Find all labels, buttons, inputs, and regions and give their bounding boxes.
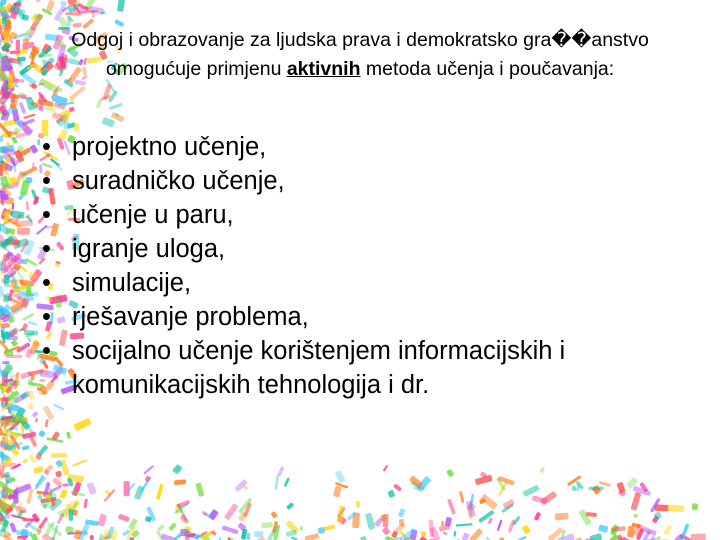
confetti-streak: [459, 491, 465, 503]
confetti-streak: [270, 511, 277, 519]
confetti-streak: [633, 513, 638, 518]
list-item-text: projektno učenje,: [72, 133, 267, 161]
confetti-streak: [0, 261, 3, 270]
confetti-streak: [45, 107, 56, 112]
confetti-streak: [381, 515, 385, 521]
confetti-streak: [421, 531, 426, 537]
confetti-streak: [522, 525, 531, 535]
list-item-text: igranje uloga,: [72, 235, 226, 263]
confetti-streak: [157, 524, 165, 531]
confetti-streak: [28, 390, 35, 400]
confetti-streak: [655, 504, 669, 511]
confetti-streak: [109, 103, 123, 111]
confetti-streak: [69, 509, 74, 521]
confetti-streak: [667, 505, 684, 513]
confetti-streak: [469, 528, 483, 540]
confetti-streak: [52, 477, 63, 487]
confetti-streak: [22, 97, 32, 100]
confetti-streak: [284, 477, 290, 487]
confetti-streak: [83, 498, 88, 508]
confetti-streak: [356, 501, 360, 508]
confetti-streak: [0, 286, 5, 298]
confetti-streak: [382, 527, 391, 536]
confetti-streak: [3, 471, 13, 484]
confetti-streak: [10, 210, 25, 219]
confetti-streak: [89, 535, 94, 540]
confetti-streak: [304, 533, 319, 540]
confetti-streak: [447, 499, 456, 515]
confetti-streak: [246, 533, 250, 540]
list-item-text: rješavanje problema,: [72, 303, 309, 331]
list-item: [38, 232, 698, 266]
confetti-streak: [333, 486, 341, 498]
confetti-streak: [144, 475, 150, 482]
confetti-streak: [65, 526, 74, 533]
confetti-streak: [117, 0, 126, 12]
confetti-streak: [485, 536, 495, 540]
confetti-streak: [365, 513, 376, 530]
confetti-streak: [22, 458, 28, 464]
confetti-streak: [19, 102, 27, 114]
confetti-streak: [195, 482, 204, 497]
methods-list: [38, 130, 698, 402]
confetti-streak: [438, 524, 450, 532]
confetti-streak: [21, 445, 29, 451]
confetti-streak: [59, 489, 68, 499]
confetti-streak: [663, 524, 672, 535]
confetti-streak: [42, 405, 54, 420]
confetti-streak: [3, 163, 8, 171]
confetti-streak: [518, 536, 527, 540]
list-item: [38, 334, 698, 402]
confetti-streak: [72, 459, 87, 467]
confetti-streak: [24, 330, 38, 336]
confetti-streak: [35, 418, 38, 423]
confetti-streak: [383, 465, 389, 472]
confetti-streak: [2, 361, 9, 364]
confetti-streak: [590, 533, 603, 540]
list-item: [38, 300, 698, 334]
confetti-streak: [27, 403, 35, 411]
confetti-streak: [0, 0, 8, 5]
confetti-streak: [630, 492, 641, 511]
confetti-streak: [4, 275, 10, 284]
confetti-streak: [172, 464, 182, 475]
confetti-streak: [387, 490, 395, 498]
confetti-streak: [97, 514, 107, 527]
confetti-streak: [16, 39, 20, 50]
confetti-streak: [27, 337, 31, 342]
confetti-streak: [692, 503, 699, 510]
confetti-streak: [10, 339, 18, 347]
bullet-icon: •: [42, 167, 51, 195]
confetti-streak: [691, 534, 706, 540]
confetti-streak: [102, 117, 116, 128]
confetti-streak: [241, 529, 248, 540]
confetti-streak: [26, 488, 33, 504]
confetti-streak: [28, 454, 36, 463]
confetti-streak: [23, 114, 35, 120]
confetti-streak: [70, 86, 86, 100]
list-item-text: socijalno učenje korištenjem informacijskih i komunikacijskih tehnologija i dr.: [72, 337, 566, 399]
confetti-streak: [428, 519, 434, 537]
confetti-streak: [398, 508, 406, 518]
title-emphasis: aktivnih: [286, 58, 361, 80]
bullet-icon: •: [42, 337, 51, 365]
confetti-streak: [45, 419, 49, 427]
confetti-streak: [534, 512, 541, 521]
list-item: [38, 130, 698, 164]
confetti-streak: [277, 466, 284, 477]
title-text-start: Odgoj i obrazovanje za ljudska prava i demokratsko gra��anstvo omogućuje primjenu: [71, 29, 649, 80]
confetti-streak: [0, 190, 6, 198]
confetti-streak: [224, 503, 239, 520]
confetti-streak: [318, 527, 326, 534]
confetti-streak: [599, 481, 611, 487]
confetti-streak: [540, 467, 545, 474]
confetti-streak: [275, 475, 279, 490]
confetti-streak: [522, 485, 539, 498]
confetti-streak: [20, 180, 30, 196]
list-item-text: učenje u paru,: [72, 201, 234, 229]
confetti-streak: [32, 411, 39, 418]
confetti-streak: [5, 83, 8, 93]
confetti-streak: [46, 0, 55, 12]
confetti-streak: [28, 321, 38, 326]
confetti-streak: [300, 526, 303, 531]
confetti-streak: [26, 201, 30, 210]
slide-title: [30, 26, 690, 84]
confetti-streak: [578, 509, 592, 526]
confetti-streak: [13, 490, 19, 503]
confetti-streak: [598, 524, 609, 533]
confetti-streak: [488, 517, 493, 524]
confetti-streak: [0, 397, 9, 401]
confetti-streak: [442, 531, 447, 535]
confetti-streak: [234, 479, 248, 492]
confetti-streak: [51, 453, 68, 458]
confetti-streak: [66, 431, 71, 439]
bullet-icon: •: [42, 235, 51, 263]
confetti-streak: [616, 482, 625, 494]
confetti-streak: [53, 404, 65, 411]
confetti-streak: [656, 536, 662, 540]
confetti-streak: [285, 529, 297, 537]
confetti-streak: [478, 510, 494, 523]
confetti-streak: [118, 514, 130, 523]
confetti-streak: [555, 513, 569, 521]
bullet-icon: •: [42, 269, 51, 297]
confetti-streak: [4, 349, 13, 356]
list-item-text: suradničko učenje,: [72, 167, 285, 195]
confetti-streak: [26, 285, 32, 295]
confetti-streak: [497, 519, 503, 531]
confetti-streak: [393, 484, 402, 492]
confetti-streak: [456, 523, 473, 527]
confetti-streak: [17, 228, 30, 235]
confetti-streak: [453, 531, 456, 537]
confetti-streak: [441, 521, 444, 526]
list-item-text: simulacije,: [72, 269, 192, 297]
confetti-streak: [21, 14, 29, 21]
confetti-streak: [22, 313, 34, 321]
confetti-streak: [532, 495, 548, 504]
confetti-streak: [9, 522, 17, 533]
confetti-streak: [92, 10, 95, 18]
list-item: [38, 164, 698, 198]
confetti-streak: [103, 489, 115, 502]
bullet-icon: •: [42, 133, 51, 161]
bullet-icon: •: [42, 303, 51, 331]
confetti-streak: [168, 522, 177, 531]
confetti-streak: [99, 534, 103, 540]
confetti-streak: [508, 519, 516, 532]
confetti-streak: [286, 502, 294, 510]
confetti-streak: [261, 522, 273, 529]
confetti-streak: [210, 530, 217, 536]
confetti-streak: [0, 362, 1, 370]
confetti-streak: [222, 525, 239, 534]
bullet-icon: •: [42, 201, 51, 229]
confetti-streak: [588, 487, 603, 491]
confetti-streak: [36, 0, 45, 3]
list-item: [38, 198, 698, 232]
confetti-streak: [55, 471, 62, 478]
confetti-streak: [18, 93, 24, 97]
title-text-end: metoda učenja i poučavanja:: [360, 58, 615, 80]
confetti-streak: [174, 479, 186, 485]
confetti-streak: [446, 469, 454, 478]
confetti-streak: [96, 99, 102, 109]
confetti-streak: [572, 485, 577, 491]
list-item: [38, 266, 698, 300]
confetti-streak: [335, 470, 346, 483]
confetti-streak: [62, 483, 69, 487]
confetti-streak: [642, 527, 657, 537]
confetti-streak: [60, 1, 67, 7]
confetti-streak: [38, 430, 46, 438]
confetti-streak: [291, 536, 299, 540]
confetti-streak: [33, 466, 44, 474]
confetti-streak: [461, 532, 469, 540]
confetti-streak: [143, 465, 154, 475]
confetti-streak: [13, 3, 21, 6]
confetti-streak: [87, 482, 97, 495]
confetti-streak: [8, 74, 13, 88]
confetti-streak: [156, 484, 164, 500]
confetti-streak: [73, 418, 91, 431]
confetti-streak: [17, 56, 26, 61]
